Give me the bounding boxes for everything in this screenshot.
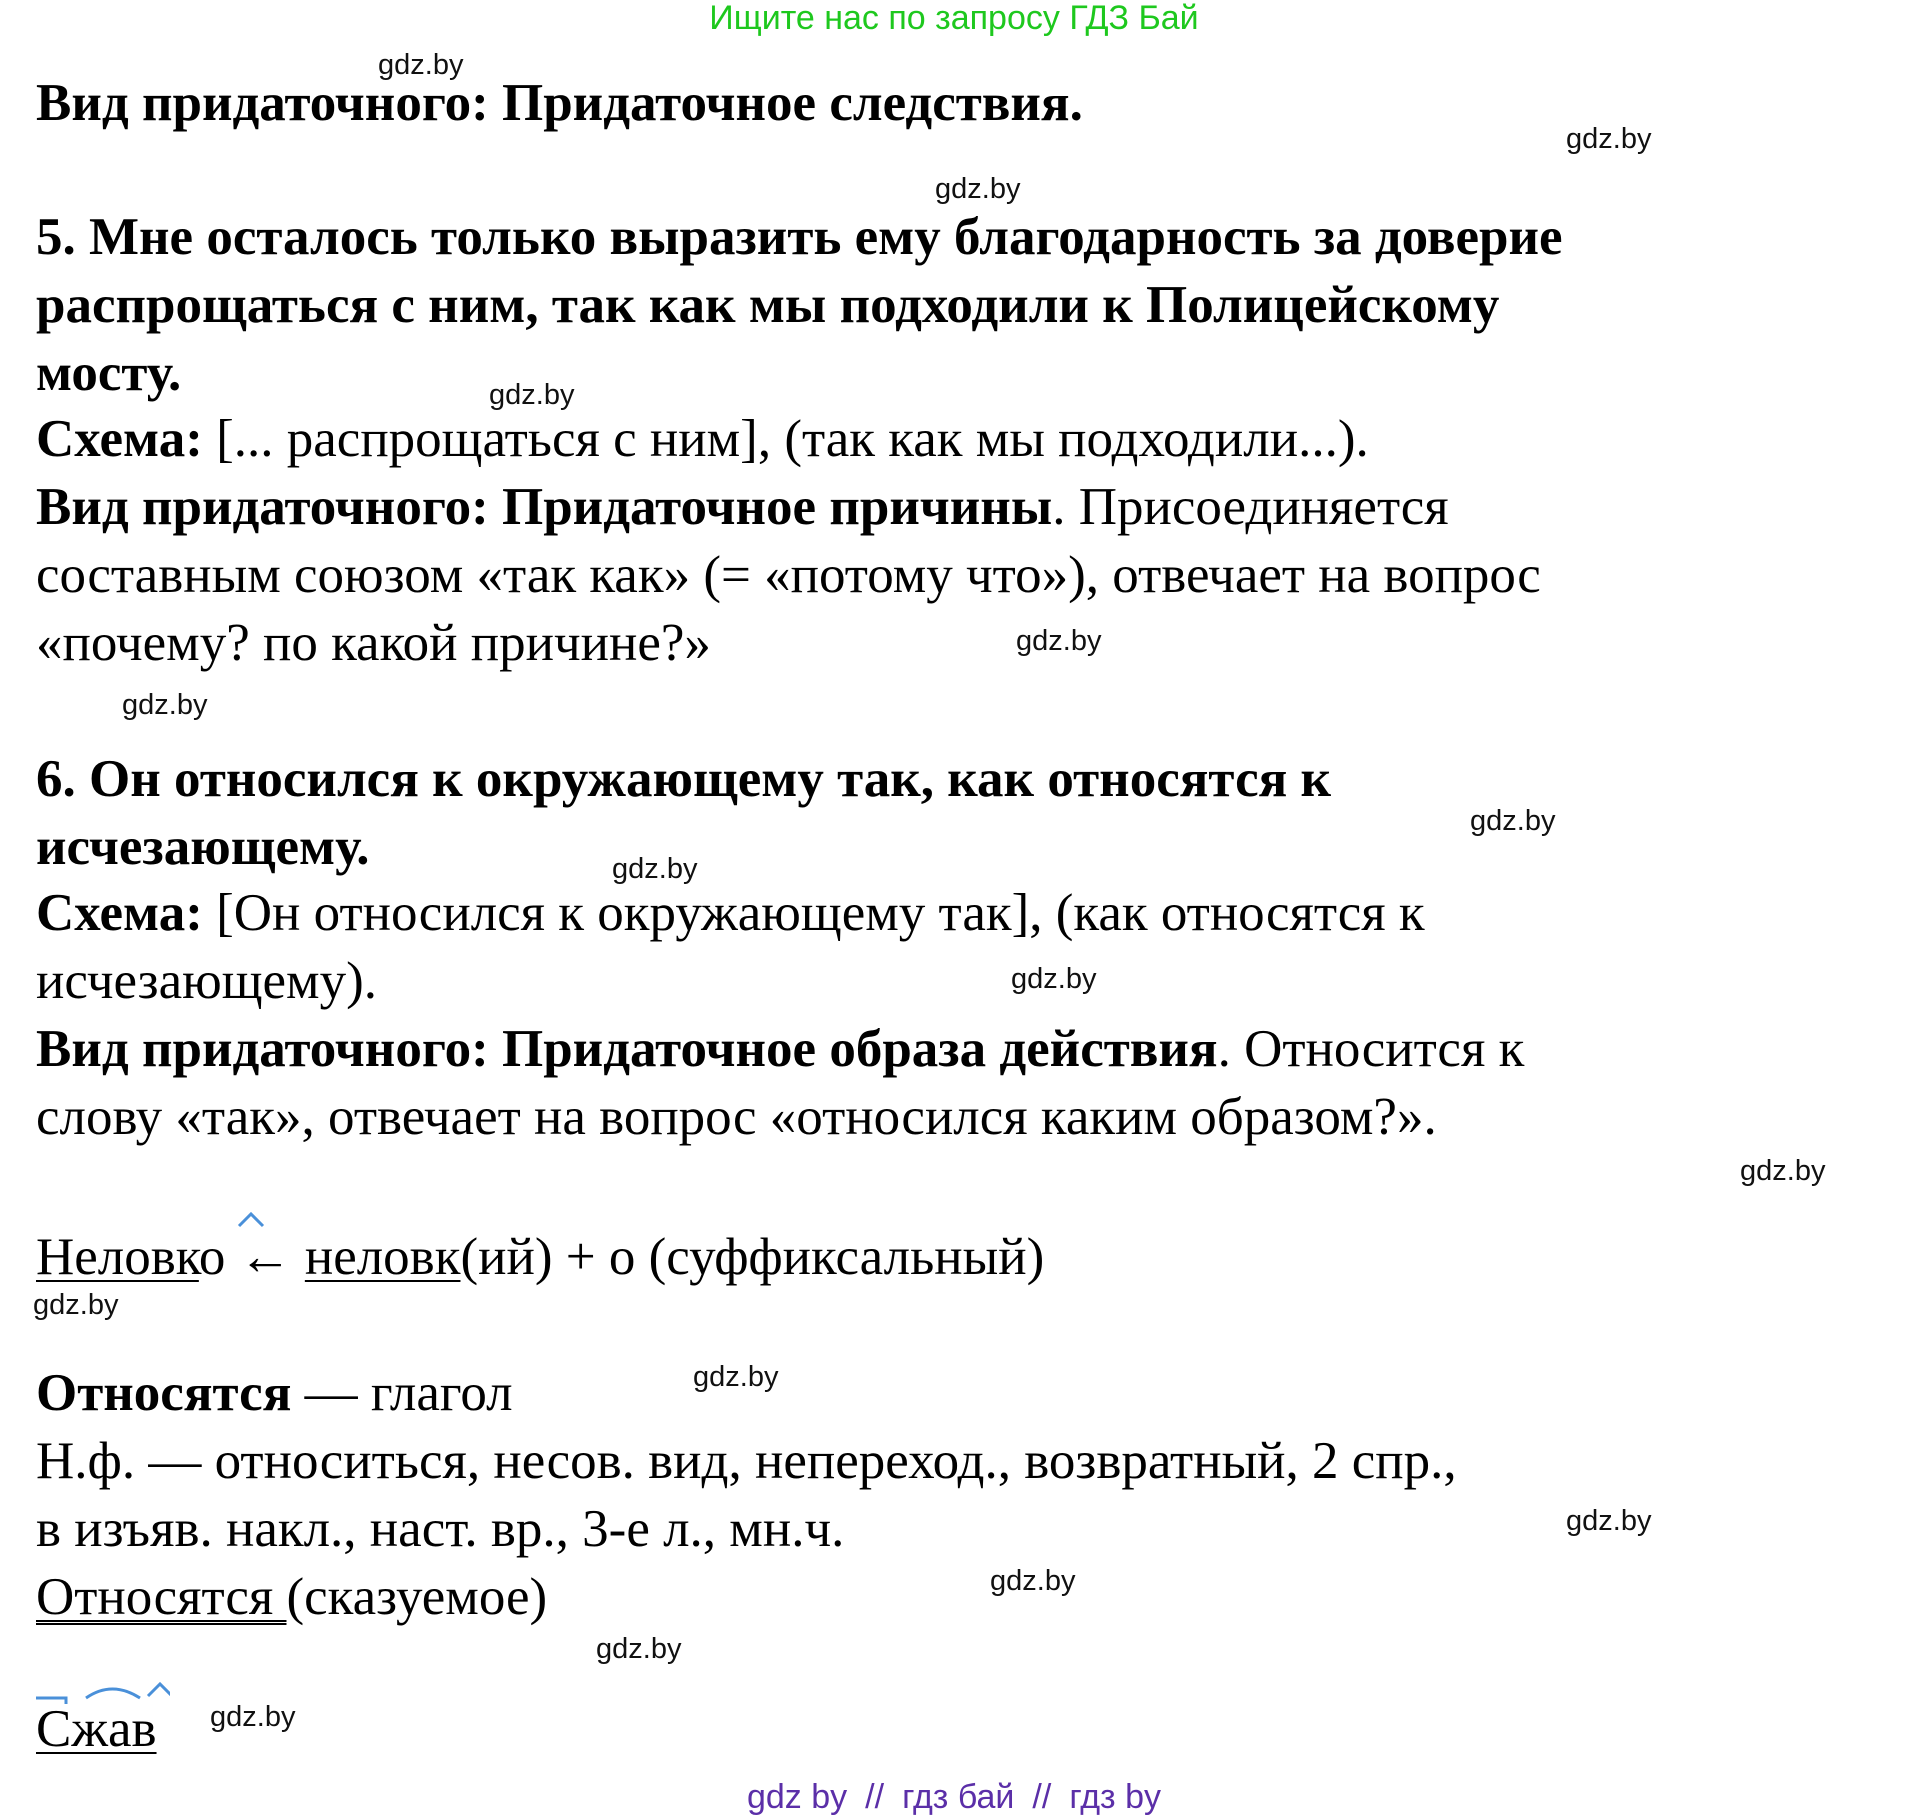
verb-initial-form: Н.ф. — относиться, несов. вид, непереход., возвратный, 2 спр.,	[36, 1432, 1457, 1490]
watermark: gdz.by	[1470, 805, 1556, 837]
predicate-word: Относятся	[36, 1568, 287, 1626]
subordinate-type-heading: Вид придаточного: Придаточное следствия.	[36, 74, 1083, 132]
footer-link-gdz-by-ru[interactable]: гдз by	[1069, 1778, 1161, 1816]
last-word: Сжав	[36, 1700, 157, 1758]
verb-forms: в изъяв. накл., наст. вр., 3-е л., мн.ч.	[36, 1500, 845, 1558]
watermark: gdz.by	[378, 49, 464, 81]
search-banner: Ищите нас по запросу ГДЗ Бай	[709, 0, 1199, 37]
sentence-6-line-1: 6. Он относился к окружающему так, как относятся к	[36, 750, 1332, 808]
watermark: gdz.by	[935, 173, 1021, 205]
type-5-line-1	[36, 476, 1449, 538]
schema-text: [... распрощаться с ним], (так как мы подходили...).	[202, 410, 1369, 468]
sentence-6-line-2: исчезающему.	[36, 818, 370, 876]
type-6-line-1	[36, 1018, 1524, 1080]
schema-5	[36, 408, 1369, 470]
watermark: gdz.by	[990, 1565, 1076, 1597]
footer-separator: //	[1032, 1778, 1052, 1816]
watermark: gdz.by	[1011, 963, 1097, 995]
verb-role	[36, 1566, 547, 1628]
footer-separator: //	[865, 1778, 885, 1816]
type-label: Вид придаточного: Придаточное образа действия	[36, 1020, 1218, 1078]
footer-links	[0, 1778, 1908, 1816]
type-5-line-3: «почему? по какой причине?»	[36, 614, 711, 672]
word-stem: Неловк	[36, 1228, 199, 1286]
verb-word: Относятся	[36, 1364, 292, 1422]
verb-pos: — глагол	[291, 1364, 513, 1422]
watermark: gdz.by	[693, 1361, 779, 1393]
watermark: gdz.by	[210, 1701, 296, 1733]
type-5-line-2: составным союзом «так как» (= «потому что»), отвечает на вопрос	[36, 546, 1541, 604]
watermark: gdz.by	[596, 1633, 682, 1665]
type-text: . Относится к	[1217, 1020, 1525, 1078]
schema-text: [Он относился к окружающему так], (как относятся к	[202, 884, 1425, 942]
watermark: gdz.by	[612, 853, 698, 885]
derivation-arrow: ←	[225, 1228, 305, 1286]
watermark: gdz.by	[33, 1289, 119, 1321]
base-rest: (ий) + о (суффиксальный)	[460, 1228, 1045, 1286]
schema-6	[36, 882, 1425, 944]
last-word-line	[36, 1698, 157, 1760]
type-label: Вид придаточного: Придаточное причины	[36, 478, 1053, 536]
watermark: gdz.by	[489, 379, 575, 411]
type-6-line-2: слову «так», отвечает на вопрос «относился каким образом?».	[36, 1088, 1437, 1146]
footer-link-gdz-by[interactable]: gdz by	[746, 1778, 848, 1816]
watermark: gdz.by	[122, 689, 208, 721]
schema-6-line-2: исчезающему).	[36, 952, 377, 1010]
watermark: gdz.by	[1740, 1155, 1826, 1187]
schema-label: Схема:	[36, 884, 203, 942]
verb-heading	[36, 1362, 513, 1424]
word-formation-line	[36, 1226, 1044, 1288]
sentence-5-line-1: 5. Мне осталось только выразить ему благодарность за доверие	[36, 208, 1563, 266]
suffix-caret-icon	[236, 1210, 266, 1230]
watermark: gdz.by	[1566, 1505, 1652, 1537]
predicate-label: (сказуемое)	[286, 1568, 548, 1626]
word-suffix: о	[198, 1228, 226, 1286]
sentence-5-line-3: мосту.	[36, 344, 182, 402]
type-text: . Присоединяется	[1052, 478, 1449, 536]
schema-label: Схема:	[36, 410, 203, 468]
footer-link-gdz-bai[interactable]: гдз бай	[902, 1778, 1015, 1816]
sentence-5-line-2: распрощаться с ним, так как мы подходили к Полицейскому	[36, 276, 1500, 334]
watermark: gdz.by	[1016, 625, 1102, 657]
watermark: gdz.by	[1566, 123, 1652, 155]
base-stem: неловк	[304, 1228, 461, 1286]
